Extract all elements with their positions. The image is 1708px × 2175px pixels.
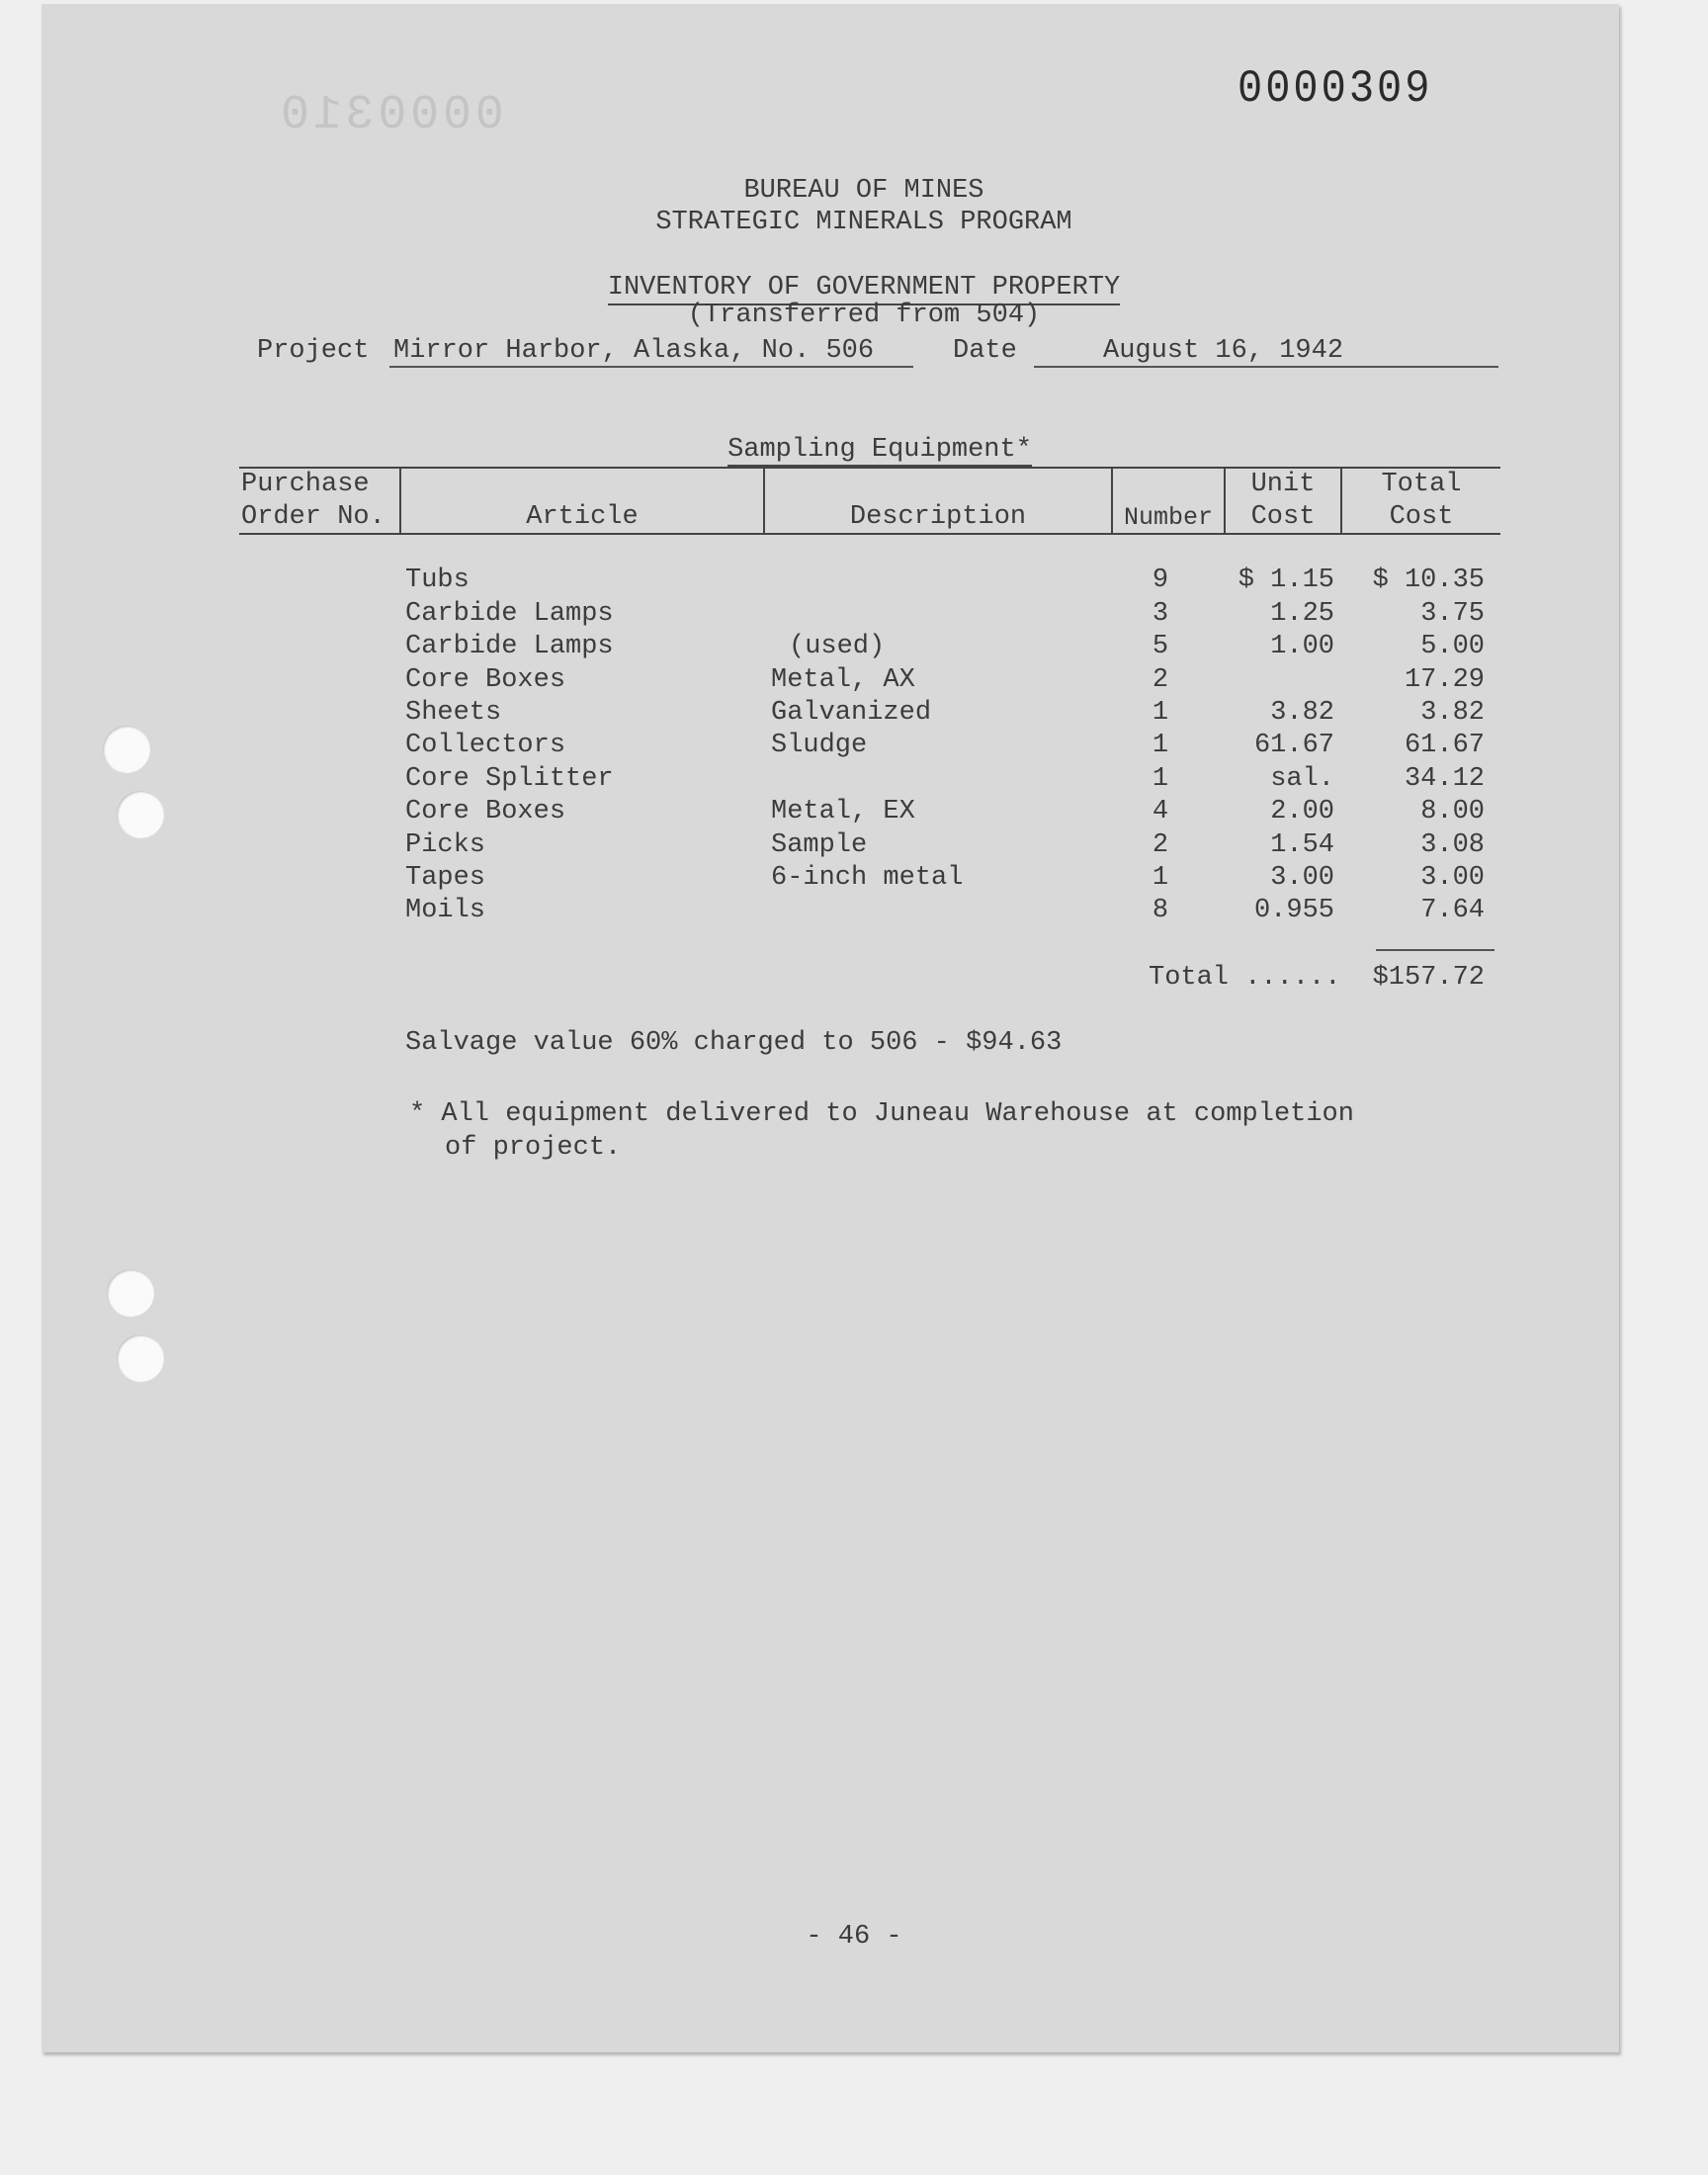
cell-article: Tubs: [405, 566, 470, 595]
punch-hole: [117, 1335, 164, 1382]
header-article: Article: [526, 502, 639, 532]
header-purchase-order-line1: Purchase: [241, 470, 370, 499]
cell-number: 1: [1152, 731, 1169, 760]
cell-article: Carbide Lamps: [405, 632, 614, 661]
cell-unit-cost: 1.00: [1270, 632, 1334, 661]
document-title: [557, 273, 1170, 303]
cell-description: 6-inch metal: [771, 863, 964, 893]
page-number: - 46 -: [806, 1922, 902, 1952]
punch-hole: [103, 726, 150, 773]
cell-number: 2: [1152, 830, 1169, 860]
cell-description: (used): [789, 632, 886, 661]
cell-total-cost: $ 10.35: [1372, 566, 1485, 595]
project-label: Project: [257, 336, 370, 366]
section-title: [593, 435, 1166, 465]
sum-rule: [1376, 949, 1494, 951]
cell-unit-cost: 3.00: [1270, 863, 1334, 893]
cell-article: Collectors: [405, 731, 566, 760]
cell-number: 2: [1152, 665, 1169, 695]
cell-total-cost: 34.12: [1404, 764, 1485, 794]
cell-article: Core Boxes: [405, 797, 566, 826]
bleed-through-number: 0000310: [277, 89, 504, 142]
cell-unit-cost: 2.00: [1270, 797, 1334, 826]
agency-heading: BUREAU OF MINES: [743, 176, 984, 206]
cell-total-cost: 3.82: [1420, 698, 1485, 728]
header-number: Number: [1123, 503, 1213, 532]
document-title-text: INVENTORY OF GOVERNMENT PROPERTY: [608, 273, 1120, 305]
total-value: $157.72: [1372, 963, 1485, 993]
cell-article: Moils: [405, 896, 486, 925]
cell-number: 1: [1152, 863, 1169, 893]
total-label: Total ......: [1149, 963, 1341, 993]
header-purchase-order: [241, 469, 385, 534]
section-title-text: Sampling Equipment*: [727, 435, 1032, 465]
cell-total-cost: 61.67: [1404, 731, 1485, 760]
cell-number: 1: [1152, 698, 1169, 728]
cell-description: Galvanized: [771, 698, 932, 728]
cell-number: 1: [1152, 764, 1169, 794]
serial-number: 0000309: [1238, 62, 1433, 116]
cell-description: Metal, AX: [771, 665, 915, 695]
cell-total-cost: 7.64: [1420, 896, 1485, 925]
cell-unit-cost: 3.82: [1270, 698, 1334, 728]
cell-unit-cost: 61.67: [1253, 731, 1334, 760]
header-total-cost-line1: Total: [1381, 470, 1462, 499]
document-subtitle: (Transferred from 504): [687, 301, 1041, 330]
cell-total-cost: 8.00: [1420, 797, 1485, 826]
cell-total-cost: 3.00: [1420, 863, 1485, 893]
header-unit-cost: [1226, 469, 1340, 534]
date-value: August 16, 1942: [1034, 336, 1498, 368]
cell-article: Tapes: [405, 863, 486, 893]
header-purchase-order-line2: Order No.: [241, 502, 385, 532]
cell-unit-cost: 0.955: [1253, 896, 1334, 925]
cell-article: Carbide Lamps: [405, 599, 614, 629]
cell-total-cost: 3.75: [1420, 599, 1485, 629]
cell-number: 4: [1152, 797, 1169, 826]
salvage-note: Salvage value 60% charged to 506 - $94.63: [405, 1028, 1063, 1058]
punch-hole: [117, 791, 164, 838]
cell-description: Sample: [771, 830, 868, 860]
header-unit-cost-line2: Cost: [1250, 502, 1316, 532]
footnote-line-1: * All equipment delivered to Juneau Warehouse at completion: [409, 1099, 1354, 1129]
cell-number: 3: [1152, 599, 1169, 629]
cell-total-cost: 17.29: [1404, 665, 1485, 695]
project-value: Mirror Harbor, Alaska, No. 506: [389, 336, 913, 368]
cell-unit-cost: $ 1.15: [1238, 566, 1334, 595]
header-total-cost-line2: Cost: [1389, 502, 1454, 532]
cell-article: Core Splitter: [405, 764, 614, 794]
cell-article: Core Boxes: [405, 665, 566, 695]
cell-unit-cost: sal.: [1270, 764, 1334, 794]
punch-hole: [107, 1269, 154, 1317]
cell-unit-cost: 1.54: [1270, 830, 1334, 860]
cell-article: Sheets: [405, 698, 502, 728]
cell-number: 9: [1152, 566, 1169, 595]
cell-description: Metal, EX: [771, 797, 915, 826]
footnote-line-2: of project.: [445, 1133, 622, 1163]
cell-number: 5: [1152, 632, 1169, 661]
cell-unit-cost: 1.25: [1270, 599, 1334, 629]
program-heading: STRATEGIC MINERALS PROGRAM: [655, 208, 1072, 237]
date-label: Date: [953, 336, 1017, 366]
cell-description: Sludge: [771, 731, 868, 760]
cell-number: 8: [1152, 896, 1169, 925]
cell-article: Picks: [405, 830, 486, 860]
cell-total-cost: 5.00: [1420, 632, 1485, 661]
header-total-cost: [1342, 469, 1500, 534]
cell-total-cost: 3.08: [1420, 830, 1485, 860]
header-description: Description: [849, 502, 1027, 532]
header-unit-cost-line1: Unit: [1250, 470, 1316, 499]
